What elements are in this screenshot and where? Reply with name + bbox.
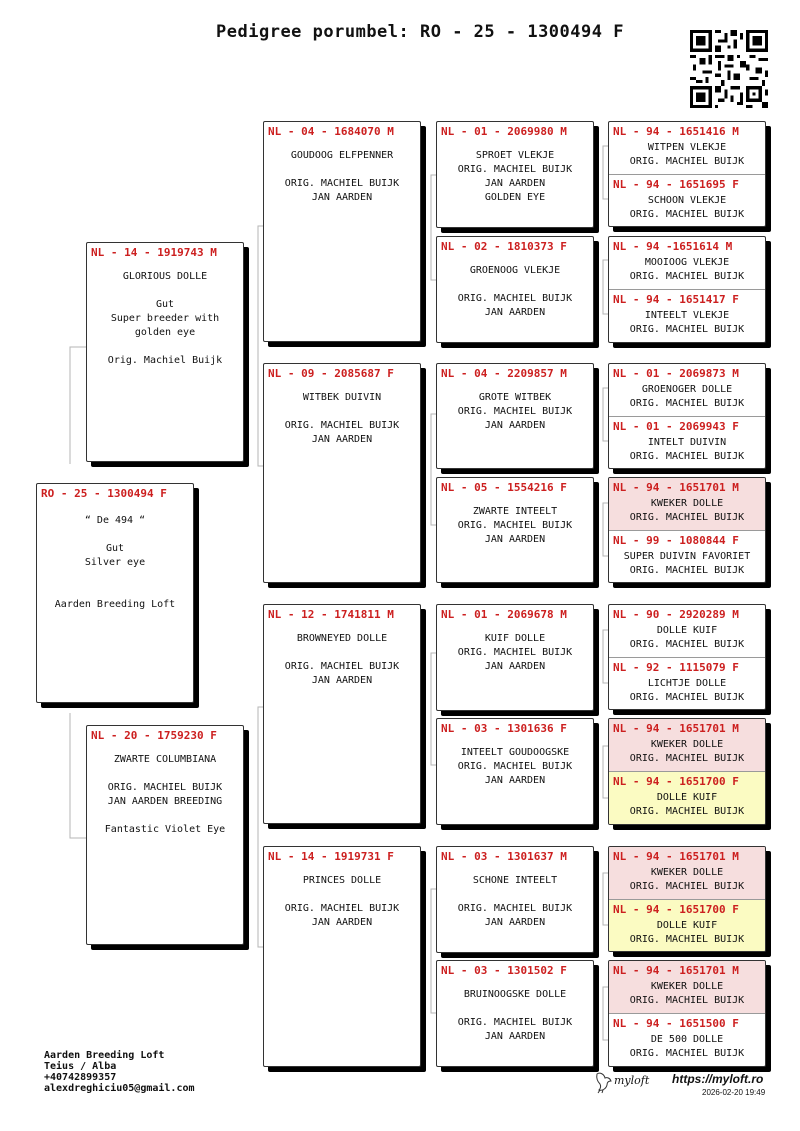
ring-number: NL - 90 - 2920289 M [613, 608, 739, 621]
pigeon-details: GOUDOOG ELFPENNER ORIG. MACHIEL BUIJK JAN AARDEN [284, 150, 400, 203]
ancestor-cell[interactable] [609, 364, 765, 417]
loft-email[interactable]: alexdreghiciu05@gmail.com [44, 1083, 195, 1094]
ancestor-pair [608, 718, 766, 825]
pigeon-details: LICHTJE DOLLE ORIG. MACHIEL BUIJK [629, 678, 745, 703]
ancestor-cell[interactable] [609, 417, 765, 469]
ring-number: NL - 14 - 1919731 F [268, 850, 394, 863]
ancestor-pair [608, 960, 766, 1067]
loft-location: Teius / Alba [44, 1061, 117, 1072]
pigeon-details: GLORIOUS DOLLE Gut Super breeder with golden eye Orig. Machiel Buijk [107, 271, 223, 366]
ancestor-cell[interactable] [609, 847, 765, 900]
pigeon-details: KUIF DOLLE ORIG. MACHIEL BUIJK JAN AARDEN [457, 633, 573, 672]
great-grandparent-card[interactable] [436, 363, 594, 469]
ring-number: NL - 92 - 1115079 F [613, 661, 739, 674]
pigeon-details: INTEELT VLEKJE ORIG. MACHIEL BUIJK [629, 310, 745, 335]
ancestor-cell[interactable] [609, 900, 765, 952]
myloft-logo [594, 1070, 658, 1096]
ancestor-cell[interactable] [609, 605, 765, 658]
ring-number: NL - 20 - 1759230 F [91, 729, 217, 742]
generated-date: 2026-02-20 19:49 [702, 1088, 766, 1097]
ancestor-cell[interactable] [609, 175, 765, 227]
ancestor-cell[interactable] [609, 478, 765, 531]
pigeon-details: WITBEK DUIVIN ORIG. MACHIEL BUIJK JAN AARDEN [284, 392, 400, 445]
ring-number: NL - 94 - 1651700 F [613, 775, 739, 788]
ring-number: NL - 01 - 2069943 F [613, 420, 739, 433]
ring-number: NL - 94 - 1651416 M [613, 125, 739, 138]
ancestor-pair [608, 236, 766, 343]
pigeon-details: PRINCES DOLLE ORIG. MACHIEL BUIJK JAN AARDEN [284, 875, 400, 928]
loft-contact [44, 1050, 195, 1094]
pigeon-details: WITPEN VLEKJE ORIG. MACHIEL BUIJK [629, 142, 745, 167]
ancestor-cell[interactable] [609, 122, 765, 175]
grandparent-card[interactable] [263, 604, 421, 824]
pigeon-details: GROTE WITBEK ORIG. MACHIEL BUIJK JAN AARDEN [457, 392, 573, 431]
ring-number: NL - 01 - 2069980 M [441, 125, 567, 138]
ancestor-cell[interactable] [609, 961, 765, 1014]
sire-card[interactable] [86, 242, 244, 462]
ring-number: NL - 12 - 1741811 M [268, 608, 394, 621]
pigeon-details: INTELT DUIVIN ORIG. MACHIEL BUIJK [629, 437, 745, 462]
pigeon-details: SCHOON VLEKJE ORIG. MACHIEL BUIJK [629, 195, 745, 220]
grandparent-card[interactable] [263, 363, 421, 583]
ring-number: NL - 03 - 1301502 F [441, 964, 567, 977]
ancestor-pair [608, 846, 766, 952]
ring-number: NL - 94 - 1651695 F [613, 178, 739, 191]
pigeon-details: KWEKER DOLLE ORIG. MACHIEL BUIJK [629, 981, 745, 1006]
pigeon-details: SUPER DUIVIN FAVORIET ORIG. MACHIEL BUIJK [623, 551, 751, 576]
ring-number: NL - 94 - 1651701 M [613, 722, 739, 735]
pigeon-details: BROWNEYED DOLLE ORIG. MACHIEL BUIJK JAN AARDEN [284, 633, 400, 686]
ring-number: NL - 04 - 2209857 M [441, 367, 567, 380]
pigeon-details: DOLLE KUIF ORIG. MACHIEL BUIJK [629, 625, 745, 650]
ring-number: NL - 94 -1651614 M [613, 240, 733, 253]
ring-number: NL - 99 - 1080844 F [613, 534, 739, 547]
pigeon-details: MOOIOOG VLEKJE ORIG. MACHIEL BUIJK [629, 257, 745, 282]
pigeon-details: KWEKER DOLLE ORIG. MACHIEL BUIJK [629, 739, 745, 764]
loft-phone: +40742899357 [44, 1072, 117, 1083]
pigeon-details: GROENOOG VLEKJE ORIG. MACHIEL BUIJK JAN AARDEN [457, 265, 573, 318]
ancestor-cell[interactable] [609, 290, 765, 343]
ring-number: NL - 14 - 1919743 M [91, 246, 217, 259]
pigeon-details: INTEELT GOUDOOGSKE ORIG. MACHIEL BUIJK JAN AARDEN [457, 747, 573, 786]
ring-number: NL - 04 - 1684070 M [268, 125, 394, 138]
ancestor-pair [608, 121, 766, 227]
pigeon-details: GROENOGER DOLLE ORIG. MACHIEL BUIJK [629, 384, 745, 409]
great-grandparent-card[interactable] [436, 236, 594, 343]
dam-card[interactable] [86, 725, 244, 945]
ring-number: NL - 05 - 1554216 F [441, 481, 567, 494]
pigeon-details: DE 500 DOLLE ORIG. MACHIEL BUIJK [629, 1034, 745, 1059]
great-grandparent-card[interactable] [436, 121, 594, 228]
ring-number: NL - 94 - 1651701 M [613, 964, 739, 977]
pigeon-details: SCHONE INTEELT ORIG. MACHIEL BUIJK JAN AARDEN [457, 875, 573, 928]
ring-number: NL - 01 - 2069678 M [441, 608, 567, 621]
ancestor-cell[interactable] [609, 719, 765, 772]
site-link[interactable]: https://myloft.ro [672, 1072, 764, 1086]
ring-number: NL - 94 - 1651701 M [613, 850, 739, 863]
pigeon-details: DOLLE KUIF ORIG. MACHIEL BUIJK [629, 920, 745, 945]
pigeon-details: ZWARTE COLUMBIANA ORIG. MACHIEL BUIJK JAN AARDEN BREEDING Fantastic Violet Eye [104, 754, 226, 835]
pigeon-details: BRUINOOGSKE DOLLE ORIG. MACHIEL BUIJK JAN AARDEN [457, 989, 573, 1042]
ring-number: NL - 94 - 1651500 F [613, 1017, 739, 1030]
loft-name: Aarden Breeding Loft [44, 1050, 165, 1061]
pigeon-details: “ De 494 “ Gut Silver eye Aarden Breeding Loft [54, 515, 176, 610]
ring-number: NL - 09 - 2085687 F [268, 367, 394, 380]
ring-number: NL - 94 - 1651701 M [613, 481, 739, 494]
logo-text: myloft [614, 1074, 650, 1087]
pigeon-icon [594, 1070, 614, 1094]
ancestor-cell[interactable] [609, 237, 765, 290]
great-grandparent-card[interactable] [436, 846, 594, 953]
ring-number: RO - 25 - 1300494 F [41, 487, 167, 500]
ring-number: NL - 01 - 2069873 M [613, 367, 739, 380]
ancestor-cell[interactable] [609, 1014, 765, 1067]
pigeon-details: DOLLE KUIF ORIG. MACHIEL BUIJK [629, 792, 745, 817]
ring-number: NL - 94 - 1651417 F [613, 293, 739, 306]
ancestor-pair [608, 604, 766, 710]
great-grandparent-card[interactable] [436, 604, 594, 711]
ring-number: NL - 94 - 1651700 F [613, 903, 739, 916]
ancestor-pair [608, 363, 766, 469]
ring-number: NL - 03 - 1301637 M [441, 850, 567, 863]
ring-number: NL - 03 - 1301636 F [441, 722, 567, 735]
ring-number: NL - 02 - 1810373 F [441, 240, 567, 253]
page-title: Pedigree porumbel: RO - 25 - 1300494 F [216, 22, 624, 42]
grandparent-card[interactable] [263, 846, 421, 1067]
great-grandparent-card[interactable] [436, 960, 594, 1067]
pigeon-details: SPROET VLEKJE ORIG. MACHIEL BUIJK JAN AARDEN GOLDEN EYE [457, 150, 573, 203]
subject-card[interactable] [36, 483, 194, 703]
great-grandparent-card[interactable] [436, 718, 594, 825]
ancestor-cell[interactable] [609, 531, 765, 583]
ancestor-cell[interactable] [609, 772, 765, 825]
ancestor-pair [608, 477, 766, 583]
grandparent-card[interactable] [263, 121, 421, 342]
pigeon-details: ZWARTE INTEELT ORIG. MACHIEL BUIJK JAN AARDEN [457, 506, 573, 545]
ancestor-cell[interactable] [609, 658, 765, 710]
pigeon-details: KWEKER DOLLE ORIG. MACHIEL BUIJK [629, 867, 745, 892]
pigeon-details: KWEKER DOLLE ORIG. MACHIEL BUIJK [629, 498, 745, 523]
great-grandparent-card[interactable] [436, 477, 594, 583]
